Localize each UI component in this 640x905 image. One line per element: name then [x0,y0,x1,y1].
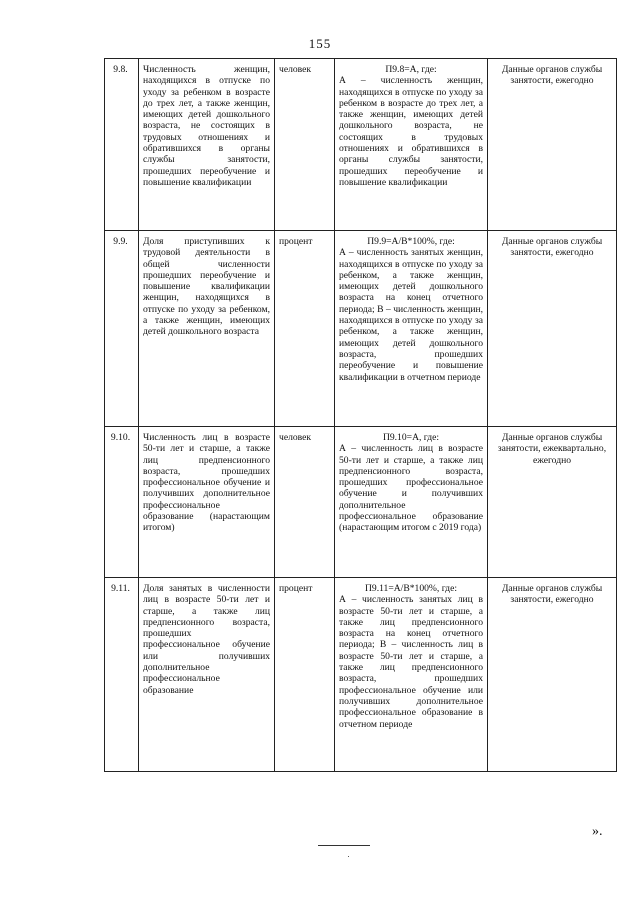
calculation-method [335,427,488,578]
indicator-name: Доля занятых в численности лиц в возрасте 50-ти лет и старше, а также лиц предпенсионного возраста, прошедших профессиональное обучение или получивших дополнительное профессиональное образование [139,578,275,772]
calculation-method [335,59,488,231]
indicator-name: Численность лиц в возрасте 50-ти лет и старше, а также лиц предпенсионного возраста, прошедших профессиональное обучение и получивших дополнительное профессиональное образование (нарастающим итогом) [139,427,275,578]
row-number: 9.9. [105,231,139,427]
indicator-name: Численность женщин, находящихся в отпуске по уходу за ребенком в возрасте до трех лет, а также женщин, имеющих детей дошкольного возраста, не состоящих в трудовых отношениях и обратившихся в органы службы занятости, прошедших переобучение и повышение квалификации [139,59,275,231]
formula: П9.9=А/В*100%, где: [367,236,455,247]
unit-of-measure: процент [275,578,335,772]
indicator-name: Доля приступивших к трудовой деятельности в общей численности прошедших переобучение и повышение квалификации женщин, находящихся в отпуске по уходу за ребенком, а также женщин, имеющих детей дошкольного возраста [139,231,275,427]
table-row [105,231,617,427]
formula: П9.11=А/В*100%, где: [364,583,457,594]
unit-of-measure: процент [275,231,335,427]
calculation-method [335,231,488,427]
formula-definition: А – численность лиц в возрасте 50-ти лет и старше, а также лиц предпенсионного возраста, прошедших профессиональное обучение и получивших дополнительное профессиональное образование (нарастающим итогом с 2019 года) [339,443,483,534]
formula-definition: А – численность занятых женщин, находящихся в отпуске по уходу за ребенком, а также женщин, имеющих детей дошкольного возраста на конец отчетного периода; В – численность женщин, находящихся в отпуске по уходу за ребенком, а также женщин, имеющих детей дошкольного возраста, прошедших переобучение и повышение квалификации в отчетном периоде [339,247,483,383]
calculation-method [335,578,488,772]
separator-rule [318,845,370,846]
row-number: 9.11. [105,578,139,772]
data-source: Данные органов службы занятости, ежегодно [488,578,617,772]
unit-of-measure: человек [275,427,335,578]
formula-definition: А – численность женщин, находящихся в отпуске по уходу за ребенком в возрасте до трех лет, а также женщин, имеющих детей дошкольного возраста, не состоящих в трудовых отношениях и обратившихся в органы службы занятости, прошедших переобучение и повышение квалификации [339,75,483,188]
formula: П9.8=А, где: [385,64,437,75]
data-source: Данные органов службы занятости, ежеквартально, ежегодно [488,427,617,578]
unit-of-measure: человек [275,59,335,231]
table-row [105,578,617,772]
closing-quote-mark: ». [592,824,603,839]
data-source: Данные органов службы занятости, ежегодно [488,231,617,427]
scan-speck [348,856,349,857]
table-row [105,59,617,231]
data-source: Данные органов службы занятости, ежегодно [488,59,617,231]
row-number: 9.8. [105,59,139,231]
indicators-table [104,58,617,772]
row-number: 9.10. [105,427,139,578]
formula: П9.10=А, где: [382,432,440,443]
page-number: 155 [308,36,332,51]
table-row [105,427,617,578]
formula-definition: А – численность занятых лиц в возрасте 50-ти лет и старше, а также лиц предпенсионного возраста на конец отчетного периода; В – численность лиц в возрасте 50-ти лет и старше, а также лиц предпенсионного возраста, прошедших профессиональное обучение или получивших дополнительное профессиональное образование в отчетном периоде [339,594,483,730]
